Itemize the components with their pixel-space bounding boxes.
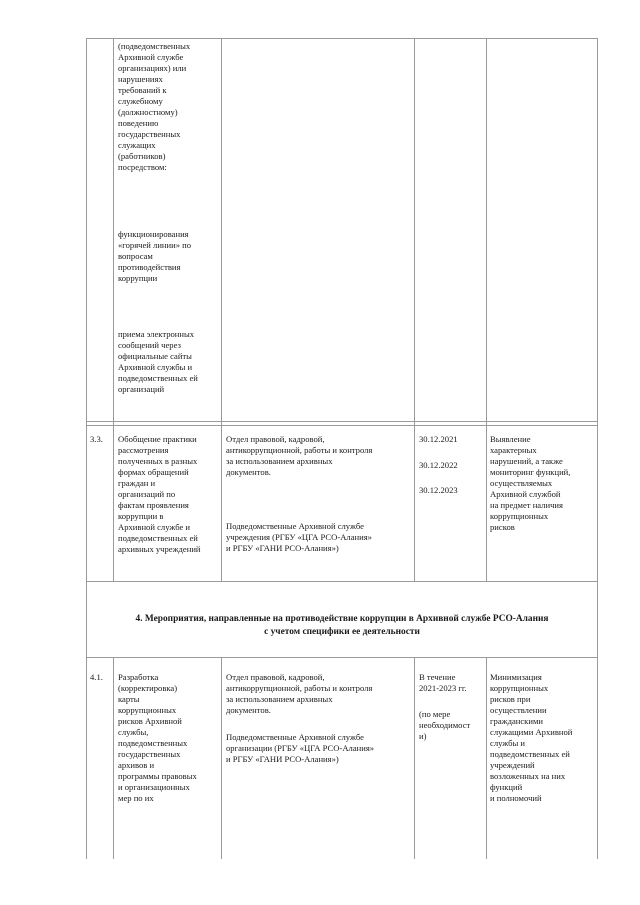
column-border xyxy=(221,425,222,581)
row-number: 3.3. xyxy=(90,434,103,444)
column-border xyxy=(221,657,222,859)
column-border xyxy=(414,657,415,859)
section-heading xyxy=(86,613,598,639)
row-divider xyxy=(86,425,598,426)
column-border xyxy=(486,657,487,859)
column-border xyxy=(597,425,598,581)
row-divider xyxy=(86,421,598,422)
column-border xyxy=(486,425,487,581)
column-border xyxy=(597,657,598,859)
column-border xyxy=(597,38,598,425)
row-number: 4.1. xyxy=(90,672,103,682)
column-border xyxy=(86,425,87,581)
column-border xyxy=(414,38,415,425)
executor-text: Отдел правовой, кадровой, антикоррупционной, работы и контроля за использованием архивных документов. xyxy=(226,672,373,715)
column-border xyxy=(486,38,487,425)
column-border xyxy=(221,38,222,425)
column-border xyxy=(414,425,415,581)
column-border xyxy=(86,38,87,425)
column-border xyxy=(113,425,114,581)
deadline-date: 30.12.2022 xyxy=(419,460,458,470)
measure-text-hotline: функционирования «горячей линии» по вопросам противодействия коррупции xyxy=(118,229,192,283)
row-divider xyxy=(86,581,598,582)
measure-text-electronic: приема электронных сообщений через официальные сайты Архивной службы и подведомственных ей организаций xyxy=(118,329,198,394)
measure-text: Разработка (корректировка) карты коррупционных рисков Архивной службы, подведомственных государственных архивов и программы правовых и организационных мер по их xyxy=(118,672,197,803)
table-top-border xyxy=(86,38,598,39)
column-border xyxy=(86,657,87,859)
deadline-term: В течение 2021-2023 гг. xyxy=(419,672,467,693)
measure-text: Обобщение практики рассмотрения полученных в разных формах обращений граждан и организаций по фактам проявления коррупции в Архивной службе и подведомственных ей архивных учреждений xyxy=(118,434,201,554)
deadline-term-note: (по мере необходимост и) xyxy=(419,709,471,741)
section-heading-line-2: с учетом специфики ее деятельности xyxy=(264,627,420,637)
column-border xyxy=(113,657,114,859)
row-divider xyxy=(86,657,598,658)
result-text: Минимизация коррупционных рисков при осуществлении гражданскими служащими Архивной службы и подведомственных ей учреждений возложенных на них функций и полномочий xyxy=(490,672,573,803)
deadline-date: 30.12.2023 xyxy=(419,485,458,495)
deadline-date: 30.12.2021 xyxy=(419,434,458,444)
executor-text-subordinate: Подведомственные Архивной службе учреждения (РГБУ «ЦГА РСО-Алания» и РГБУ «ГАНИ РСО-Алания») xyxy=(226,521,372,553)
measure-text-continuation: (подведомственных Архивной службе организациях) или нарушениях требований к служебному (должностному) поведению государственных служащих (работников) посредством: xyxy=(118,41,191,172)
section-heading-line-1: 4. Мероприятия, направленные на противодействие коррупции в Архивной службе РСО-Алания xyxy=(135,614,549,624)
executor-text-subordinate: Подведомственные Архивной службе организации (РГБУ «ЦГА РСО-Алания» и РГБУ «ГАНИ РСО-Алания») xyxy=(226,732,375,764)
column-border xyxy=(113,38,114,425)
result-text: Выявление характерных нарушений, а также мониторинг функций, осуществляемых Архивной службой на предмет наличия коррупционных рисков xyxy=(490,434,571,532)
executor-text: Отдел правовой, кадровой, антикоррупционной, работы и контроля за использованием архивных документов. xyxy=(226,434,373,477)
